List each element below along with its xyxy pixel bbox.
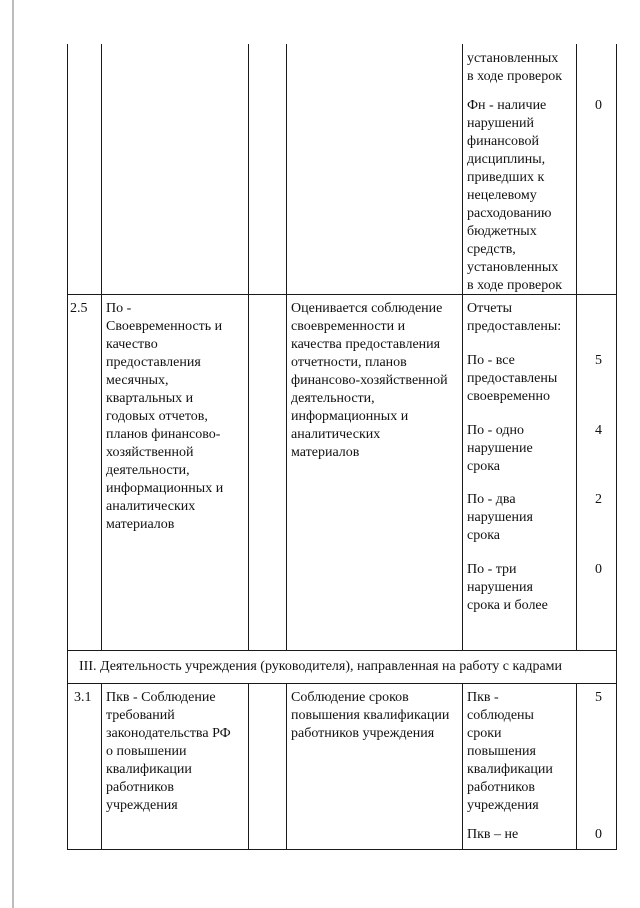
column-divider-4b <box>462 683 463 850</box>
row-divider-section <box>67 650 617 651</box>
criterion-text: По - все предоставлены своевременно <box>467 353 558 404</box>
indicator-text: Пкв - Соблюдение требований законодательства РФ о повышении квалификации работников учреждения <box>106 690 231 813</box>
scan-edge <box>12 0 14 908</box>
criterion-text: По - три нарушения срока и более <box>467 562 548 613</box>
column-divider-3b <box>286 683 287 850</box>
table-border-right <box>616 44 617 850</box>
table-border-left <box>67 44 68 650</box>
indicator-text: По - Своевременность и качество предоставления месячных, квартальных и годовых отчетов, планов финансово- хозяйственной деятельности, информационных и аналитических материалов <box>106 301 224 532</box>
criterion-score: 2 <box>595 492 602 507</box>
criterion-score: 5 <box>595 353 602 368</box>
section-border-left <box>67 650 68 850</box>
column-divider-1 <box>101 44 102 650</box>
criterion-score: 0 <box>595 98 602 113</box>
criterion-score: 0 <box>595 827 602 842</box>
criterion-score: 0 <box>595 562 602 577</box>
criterion-text: Пкв – не <box>467 827 519 842</box>
row-divider-3-1 <box>67 683 617 684</box>
criterion-text: По - одно нарушение срока <box>467 423 533 474</box>
column-divider-4 <box>462 44 463 650</box>
description-text: Оценивается соблюдение своевременности и качества предоставления отчетности, планов финансово-хозяйственной деятельности, информационных и аналитических материалов <box>291 301 448 460</box>
criterion-text: установленных в ходе проверок <box>467 51 563 84</box>
description-text: Соблюдение сроков повышения квалификации работников учреждения <box>291 690 450 741</box>
column-divider-5 <box>576 44 577 650</box>
column-divider-1b <box>101 683 102 850</box>
criterion-score: 5 <box>595 690 602 705</box>
column-divider-3 <box>286 44 287 650</box>
column-divider-2 <box>248 44 249 650</box>
table-border-bottom <box>67 849 617 850</box>
criteria-header: Отчеты предоставлены: <box>467 301 562 334</box>
criterion-score: 4 <box>595 423 602 438</box>
criterion-text: Фн - наличие нарушений финансовой дисциплины, приведших к нецелевому расходованию бюджетных средств, установленных в ходе проверок <box>467 98 563 293</box>
row-number: 3.1 <box>74 690 92 705</box>
column-divider-2b <box>248 683 249 850</box>
row-number: 2.5 <box>70 301 88 316</box>
column-divider-5b <box>576 683 577 850</box>
section-title: III. Деятельность учреждения (руководителя), направленная на работу с кадрами <box>79 659 563 674</box>
criterion-text: Пкв - соблюдены сроки повышения квалификации работников учреждения <box>467 690 553 813</box>
criterion-text: По - два нарушения срока <box>467 492 533 543</box>
